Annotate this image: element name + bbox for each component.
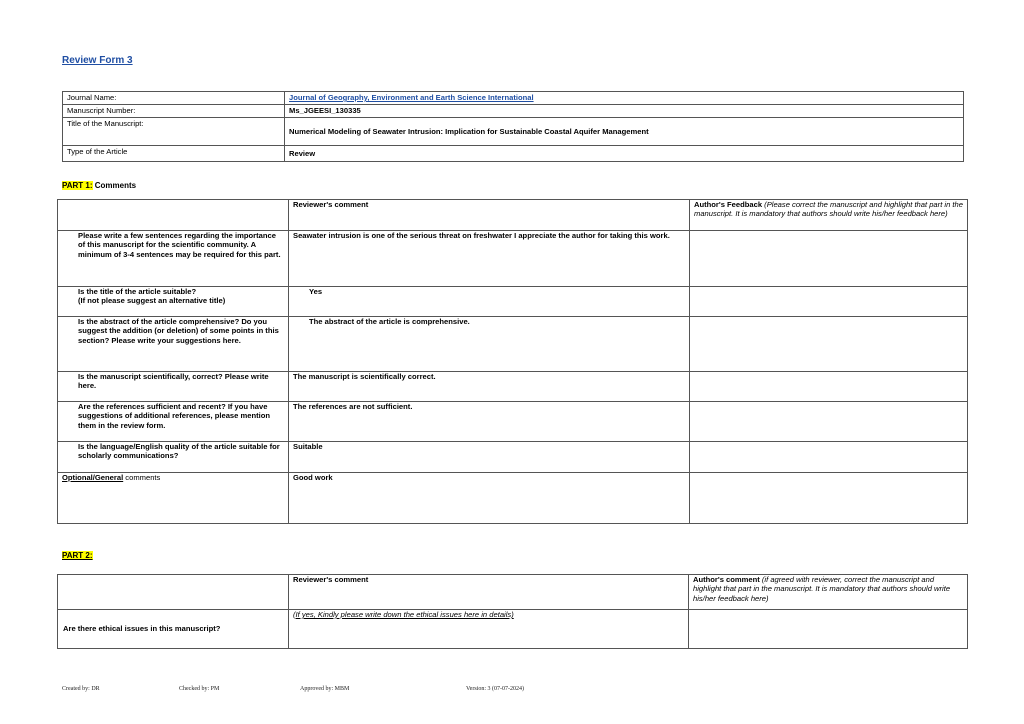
part1-label: PART 1: — [62, 181, 93, 190]
comment-ethics[interactable]: (If yes, Kindly please write down the ethical issues here in details) — [289, 610, 689, 649]
journal-name-link[interactable]: Journal of Geography, Environment and Earth Science International — [289, 93, 534, 102]
part1-row — [58, 287, 968, 317]
article-type-row — [63, 146, 964, 162]
comment-importance[interactable]: Seawater intrusion is one of the serious threat on freshwater I appreciate the author for taking this work. — [289, 231, 690, 287]
part1-label-suffix: Comments — [92, 181, 137, 190]
question-title: Is the title of the article suitable? (If not please suggest an alternative title) — [58, 287, 289, 317]
footer-created-by: Created by: DR — [62, 686, 100, 692]
author-comment-ethics[interactable] — [689, 610, 968, 649]
part1-row — [58, 402, 968, 442]
part1-header-empty — [58, 200, 289, 231]
part2-heading — [62, 551, 93, 560]
part2-ethics-table — [57, 574, 968, 649]
comment-title[interactable]: Yes — [289, 287, 690, 317]
part1-reviewer-header: Reviewer's comment — [289, 200, 690, 231]
part2-ethics-row — [58, 610, 968, 649]
author-feedback-language[interactable] — [690, 442, 968, 473]
part1-author-header: Author's Feedback (Please correct the manuscript and highlight that part in the manuscript. It is mandatory that authors should write his/her feedback here) — [690, 200, 968, 231]
manuscript-info-table — [62, 91, 964, 162]
manuscript-number-label: Manuscript Number: — [63, 105, 285, 118]
comment-scientific[interactable]: The manuscript is scientifically correct. — [289, 372, 690, 402]
part1-row — [58, 317, 968, 372]
question-importance: Please write a few sentences regarding the importance of this manuscript for the scientific community. A minimum of 3-4 sentences may be required for this part. — [58, 231, 289, 287]
comment-references[interactable]: The references are not sufficient. — [289, 402, 690, 442]
footer-version: Version: 3 (07-07-2024) — [466, 686, 524, 692]
part1-comments-table — [57, 199, 968, 524]
article-type-label: Type of the Article — [63, 146, 285, 162]
footer-checked-by: Checked by: PM — [179, 686, 220, 692]
question-abstract: Is the abstract of the article comprehensive? Do you suggest the addition (or deletion) of some points in this section? Please write your suggestions here. — [58, 317, 289, 372]
manuscript-number-row — [63, 105, 964, 118]
part2-label: PART 2: — [62, 551, 93, 560]
manuscript-title-value: Numerical Modeling of Seawater Intrusion: Implication for Sustainable Coastal Aquifer Management — [285, 118, 964, 146]
author-feedback-importance[interactable] — [690, 231, 968, 287]
part2-reviewer-header: Reviewer's comment — [289, 575, 689, 610]
question-ethics: Are there ethical issues in this manuscript? — [58, 610, 289, 649]
optional-general-label: Optional/General comments — [58, 473, 289, 524]
author-feedback-references[interactable] — [690, 402, 968, 442]
form-title[interactable]: Review Form 3 — [62, 55, 133, 66]
part1-heading — [62, 181, 136, 190]
comment-abstract[interactable]: The abstract of the article is comprehensive. — [289, 317, 690, 372]
part1-optional-row — [58, 473, 968, 524]
comment-optional[interactable]: Good work — [289, 473, 690, 524]
author-feedback-optional[interactable] — [690, 473, 968, 524]
manuscript-number-value: Ms_JGEESI_130335 — [285, 105, 964, 118]
journal-name-row — [63, 92, 964, 105]
part1-row — [58, 231, 968, 287]
manuscript-title-row — [63, 118, 964, 146]
part2-author-header: Author's comment (if agreed with reviewer, correct the manuscript and highlight that part in the manuscript. It is mandatory that authors should write his/her feedback here) — [689, 575, 968, 610]
question-references: Are the references sufficient and recent? If you have suggestions of additional references, please mention them in the review form. — [58, 402, 289, 442]
part2-header-row — [58, 575, 968, 610]
part2-header-empty — [58, 575, 289, 610]
comment-language[interactable]: Suitable — [289, 442, 690, 473]
part1-row — [58, 442, 968, 473]
part1-header-row — [58, 200, 968, 231]
author-feedback-title[interactable] — [690, 287, 968, 317]
question-scientific: Is the manuscript scientifically, correct? Please write here. — [58, 372, 289, 402]
question-language: Is the language/English quality of the article suitable for scholarly communications? — [58, 442, 289, 473]
article-type-value: Review — [285, 146, 964, 162]
author-feedback-scientific[interactable] — [690, 372, 968, 402]
author-feedback-abstract[interactable] — [690, 317, 968, 372]
journal-name-label: Journal Name: — [63, 92, 285, 105]
footer-approved-by: Approved by: MBM — [300, 686, 350, 692]
manuscript-title-label: Title of the Manuscript: — [63, 118, 285, 146]
part1-row — [58, 372, 968, 402]
